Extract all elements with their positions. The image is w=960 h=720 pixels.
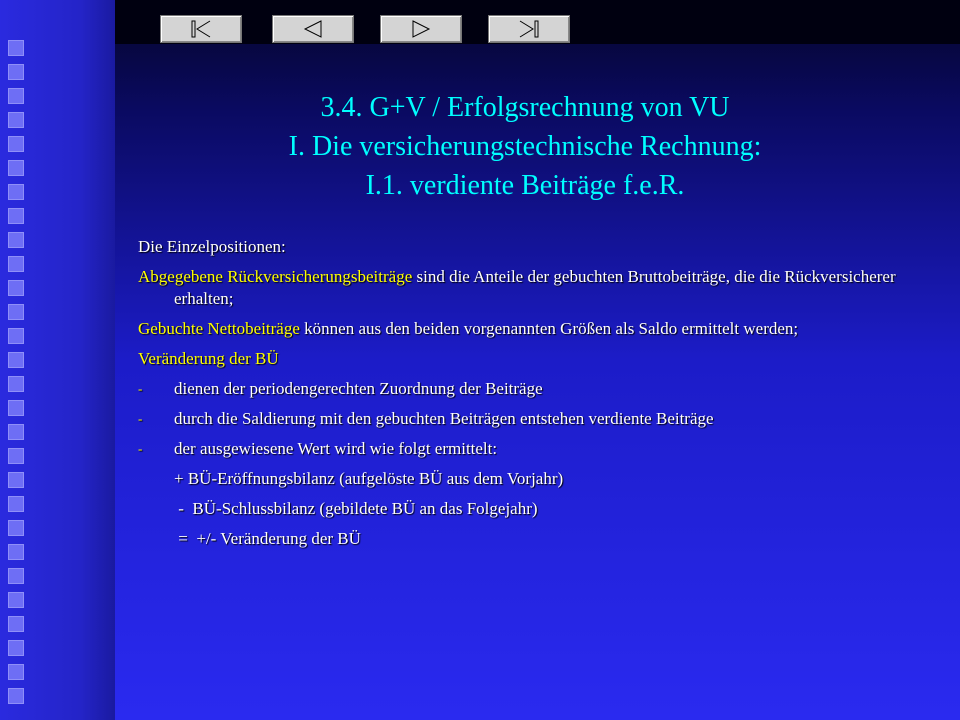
- list-item: [138, 408, 928, 430]
- next-slide-button[interactable]: [380, 15, 462, 43]
- text-gebuchte: können aus den beiden vorgenannten Größen als Saldo ermittelt werden;: [299, 319, 799, 338]
- formula-line-3: = +/- Veränderung der BÜ: [174, 529, 361, 548]
- first-slide-icon: [189, 20, 213, 38]
- term-gebuchte: Gebuchte Nettobeiträge: [138, 319, 300, 338]
- bullet-text: der ausgewiesene Wert wird wie folgt ermittelt:: [174, 439, 498, 458]
- slide-body: [138, 236, 928, 558]
- decorative-squares: [8, 40, 30, 712]
- previous-slide-button[interactable]: [272, 15, 354, 43]
- next-slide-icon: [409, 20, 433, 38]
- previous-slide-icon: [301, 20, 325, 38]
- intro-text: Die Einzelpositionen:: [138, 237, 286, 256]
- paragraph-abgegebene: [138, 266, 928, 310]
- paragraph-gebuchte: [138, 318, 928, 340]
- title-line-3: I.1. verdiente Beiträge f.e.R.: [365, 170, 685, 201]
- bullet-text: dienen der periodengerechten Zuordnung der Beiträge: [174, 379, 543, 398]
- title-line-2: I. Die versicherungstechnische Rechnung:: [288, 131, 762, 162]
- bullet-text: durch die Saldierung mit den gebuchten Beiträgen entstehen verdiente Beiträge: [174, 409, 714, 428]
- last-slide-button[interactable]: [488, 15, 570, 43]
- last-slide-icon: [517, 20, 541, 38]
- list-item: [138, 438, 928, 460]
- first-slide-button[interactable]: [160, 15, 242, 43]
- slide-title: [160, 88, 890, 205]
- title-line-1: 3.4. G+V / Erfolgsrechnung von VU: [320, 92, 730, 123]
- bullet-dash: -: [138, 411, 143, 426]
- bullet-dash: -: [138, 441, 143, 456]
- list-item: [138, 378, 928, 400]
- bullet-dash: -: [138, 381, 143, 396]
- text-abgegebene: sind die Anteile der gebuchten Bruttobeiträge, die die Rückversicherer erhalten;: [174, 267, 896, 308]
- formula-line-2: - BÜ-Schlussbilanz (gebildete BÜ an das Folgejahr): [174, 499, 538, 518]
- left-decorative-strip: [0, 0, 115, 720]
- term-veraenderung: Veränderung der BÜ: [138, 349, 279, 368]
- formula-line-1: + BÜ-Eröffnungsbilanz (aufgelöste BÜ aus dem Vorjahr): [174, 469, 564, 488]
- term-abgegebene: Abgegebene Rückversicherungsbeiträge: [138, 267, 413, 286]
